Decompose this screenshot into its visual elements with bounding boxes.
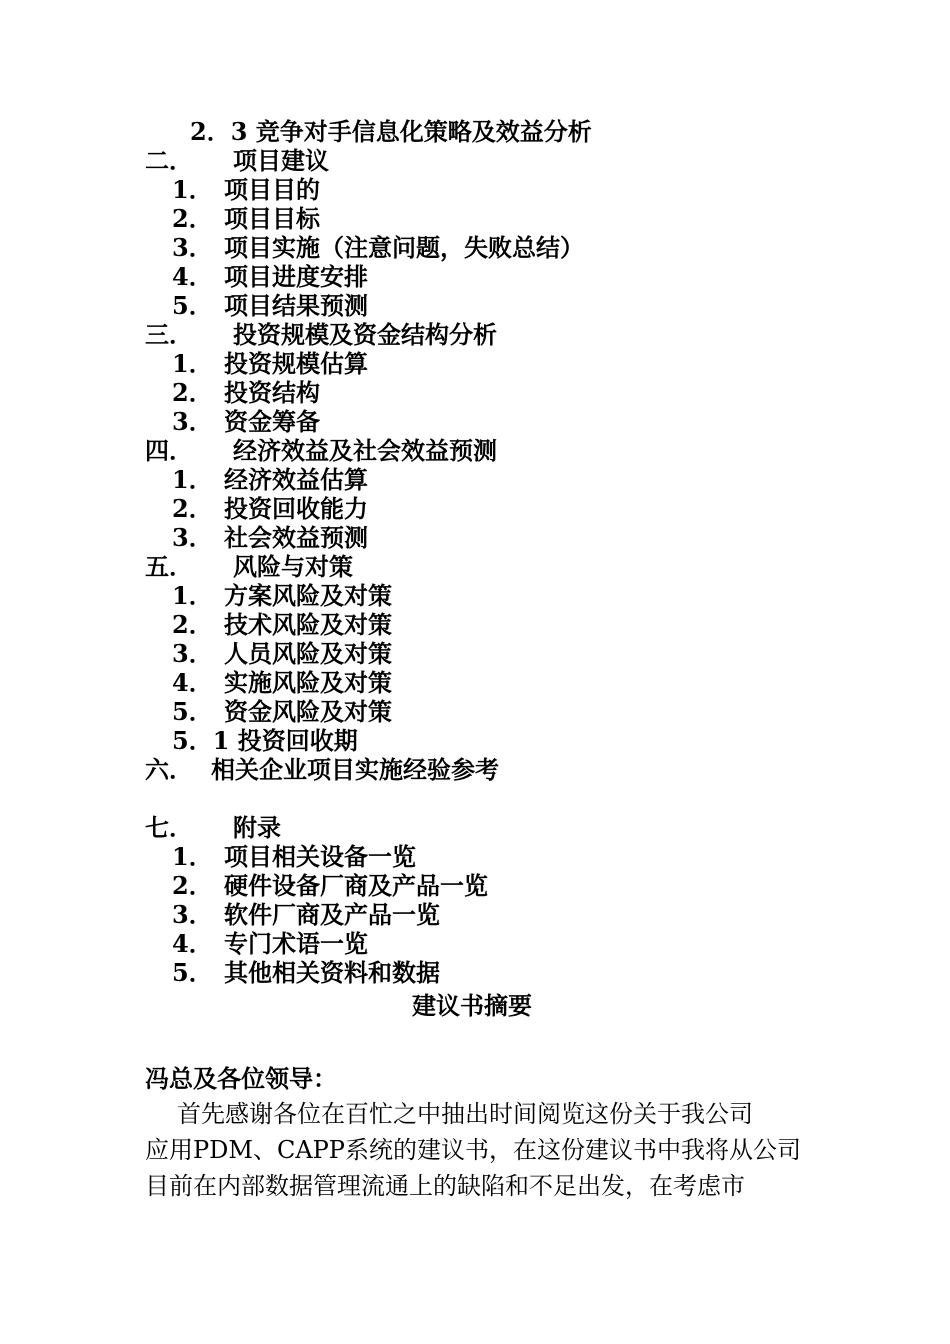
toc-item-2-3: 2．3 竞争对手信息化策略及效益分析	[190, 117, 592, 146]
body-line: 应用PDM、CAPP系统的建议书，在这份建议书中我将从公司	[145, 1136, 801, 1164]
toc-item: 2． 硬件设备厂商及产品一览	[172, 871, 488, 900]
toc-item: 5． 资金风险及对策	[172, 697, 392, 726]
toc-item: 3． 项目实施（注意问题，失败总结）	[172, 233, 584, 262]
toc-item: 4． 项目进度安排	[172, 262, 368, 291]
toc-section-2	[145, 146, 329, 175]
toc-item: 2． 投资结构	[172, 378, 320, 407]
toc-item: 2． 技术风险及对策	[172, 610, 392, 639]
toc-item: 3． 社会效益预测	[172, 523, 368, 552]
toc-section-7: 七． 附录	[145, 813, 281, 842]
summary-heading: 建议书摘要	[412, 991, 532, 1020]
toc-item: 1． 经济效益估算	[172, 465, 368, 494]
toc-section-4: 四． 经济效益及社会效益预测	[145, 436, 497, 465]
section-number: 二．	[145, 146, 193, 175]
toc-section-6: 六． 相关企业项目实施经验参考	[145, 755, 499, 784]
toc-item: 3． 资金筹备	[172, 407, 320, 436]
body-line: 目前在内部数据管理流通上的缺陷和不足出发，在考虑市	[145, 1172, 745, 1200]
toc-item: 1． 方案风险及对策	[172, 581, 392, 610]
toc-item: 2． 项目目标	[172, 204, 320, 233]
toc-item: 4． 专门术语一览	[172, 929, 368, 958]
body-line: 首先感谢各位在百忙之中抽出时间阅览这份关于我公司	[177, 1100, 753, 1128]
toc-item: 1． 项目相关设备一览	[172, 842, 416, 871]
toc-item: 3． 人员风险及对策	[172, 639, 392, 668]
toc-item: 5． 其他相关资料和数据	[172, 958, 440, 987]
toc-subitem: 5．1 投资回收期	[172, 726, 358, 755]
toc-item: 4． 实施风险及对策	[172, 668, 392, 697]
toc-item: 3． 软件厂商及产品一览	[172, 900, 440, 929]
toc-item: 2． 投资回收能力	[172, 494, 368, 523]
toc-item: 5． 项目结果预测	[172, 291, 368, 320]
toc-item: 1． 投资规模估算	[172, 349, 368, 378]
section-title: 项目建议	[233, 146, 329, 175]
salutation: 冯总及各位领导：	[145, 1064, 337, 1093]
toc-section-3: 三． 投资规模及资金结构分析	[145, 320, 497, 349]
toc-section-5: 五． 风险与对策	[145, 552, 353, 581]
toc-item: 1． 项目目的	[172, 175, 320, 204]
